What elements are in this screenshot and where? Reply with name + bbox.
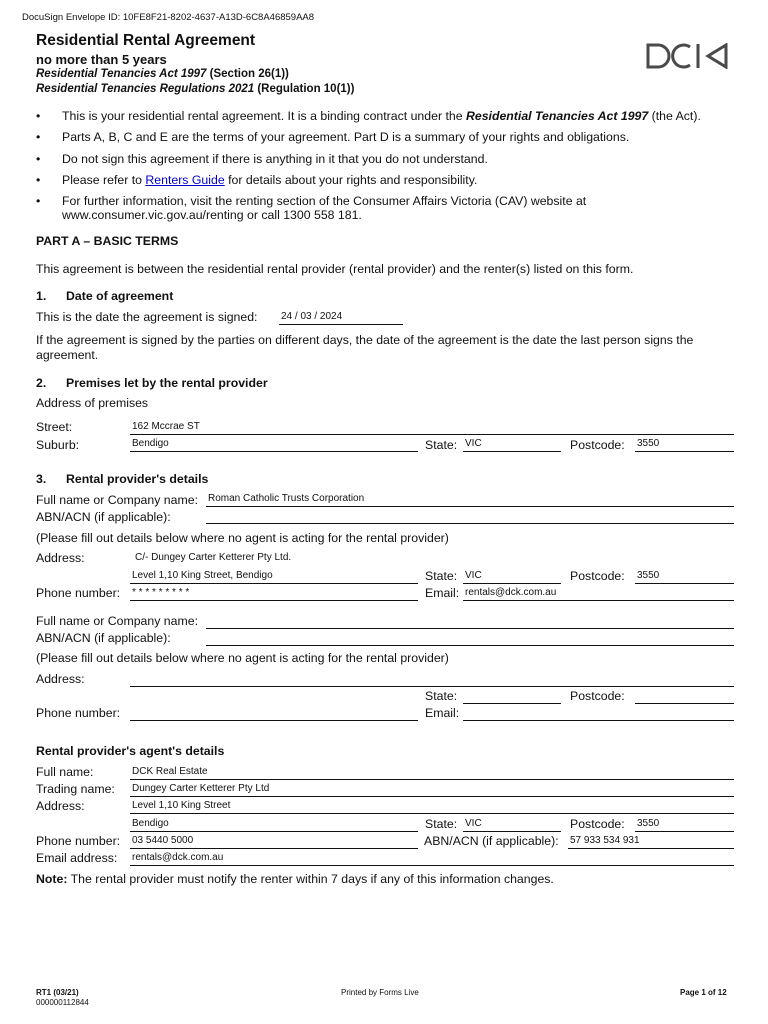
bullet-text: (the Act). — [648, 109, 701, 123]
section-1-number: 1. — [36, 289, 47, 303]
provider-1-postcode-value: 3550 — [637, 570, 660, 581]
agent-trading-field[interactable] — [130, 782, 734, 797]
provider-1-address-1-value: C/- Dungey Carter Ketterer Pty Ltd. — [135, 552, 292, 563]
list-item — [36, 173, 736, 187]
note-label: Note: — [36, 872, 68, 886]
agent-address-line-2[interactable] — [130, 817, 418, 832]
section-3-heading: Rental provider's details — [66, 472, 209, 486]
envelope-id: DocuSign Envelope ID: 10FE8F21-8202-4637-A13D-6C8A46859AA8 — [22, 12, 315, 23]
part-a-heading: PART A – BASIC TERMS — [36, 234, 179, 248]
suburb-label: Suburb: — [36, 438, 80, 452]
postcode-value: 3550 — [637, 438, 660, 449]
provider-1-email-value: rentals@dck.com.au — [465, 587, 557, 598]
agent-phone-label: Phone number: — [36, 834, 121, 848]
provider-2-phone-label: Phone number: — [36, 706, 121, 720]
provider-2-postcode-label: Postcode: — [570, 689, 625, 703]
document-title: Residential Rental Agreement — [36, 32, 256, 49]
provider-2-fullname-label: Full name or Company name: — [36, 614, 198, 628]
provider-1-address-2-value: Level 1,10 King Street, Bendigo — [132, 570, 273, 581]
renters-guide-link[interactable]: Renters Guide — [145, 172, 225, 187]
provider-1-please-note: (Please fill out details below where no agent is acting for the rental provider) — [36, 531, 449, 545]
agent-abn-label: ABN/ACN (if applicable): — [424, 834, 559, 848]
act-name-inline: Residential Tenancies Act 1997 — [465, 109, 649, 123]
state-value: VIC — [465, 438, 482, 449]
bullet-text: for details about your rights and responsibility. — [224, 172, 478, 187]
provider-2-state-field[interactable] — [463, 689, 561, 704]
list-item: • Parts A, B, C and E are the terms of your agreement. Part D is a summary of your rights and obligations. — [36, 130, 736, 144]
provider-1-email-label: Email: — [425, 586, 460, 600]
agent-postcode-label: Postcode: — [570, 817, 625, 831]
provider-2-postcode-field[interactable] — [635, 689, 734, 704]
agent-trading-label: Trading name: — [36, 782, 115, 796]
state-field[interactable] — [463, 437, 561, 452]
provider-2-phone-field[interactable] — [130, 706, 418, 721]
section-3-number: 3. — [36, 472, 47, 486]
agent-abn-field[interactable] — [568, 834, 734, 849]
section-1-heading: Date of agreement — [66, 289, 174, 303]
dck-logo — [646, 43, 728, 69]
provider-1-state-value: VIC — [465, 570, 482, 581]
act-name: Residential Tenancies Act 1997 — [36, 68, 207, 80]
date-field[interactable] — [279, 310, 403, 325]
agent-email-label: Email address: — [36, 851, 118, 865]
list-item: • For further information, visit the renting section of the Consumer Affairs Victoria (CAV) website at www.consumer.vic.gov.au/renting or call 1300 558 181. — [36, 194, 652, 222]
agent-fullname-field[interactable] — [130, 765, 734, 780]
agent-address-2-value: Bendigo — [132, 818, 169, 829]
regulation-section: (Regulation 10(1)) — [254, 83, 355, 95]
date-label: This is the date the agreement is signed: — [36, 310, 258, 324]
agent-address-label: Address: — [36, 799, 85, 813]
list-item: • Do not sign this agreement if there is anything in it that you do not understand. — [36, 152, 736, 166]
intro-bullet-list — [36, 109, 736, 229]
agent-state-value: VIC — [465, 818, 482, 829]
state-label: State: — [425, 438, 458, 452]
agent-address-1-value: Level 1,10 King Street — [132, 800, 231, 811]
agent-heading: Rental provider's agent's details — [36, 744, 225, 758]
provider-1-state-field[interactable] — [463, 569, 561, 584]
provider-2-fullname-field[interactable] — [206, 614, 734, 629]
provider-2-address-label: Address: — [36, 672, 85, 686]
provider-1-abn-label: ABN/ACN (if applicable): — [36, 510, 171, 524]
agent-abn-value: 57 933 534 931 — [570, 835, 640, 846]
provider-1-address-line-2[interactable] — [130, 569, 418, 584]
section-2-heading: Premises let by the rental provider — [66, 376, 268, 390]
street-label: Street: — [36, 420, 73, 434]
provider-1-fullname-value: Roman Catholic Trusts Corporation — [208, 493, 365, 504]
provider-1-postcode-field[interactable] — [635, 569, 734, 584]
agent-postcode-field[interactable] — [635, 817, 734, 832]
page-number: Page 1 of 12 — [680, 988, 727, 997]
provider-1-postcode-label: Postcode: — [570, 569, 625, 583]
section-2-number: 2. — [36, 376, 47, 390]
postcode-field[interactable] — [635, 437, 734, 452]
agent-state-label: State: — [425, 817, 458, 831]
provider-1-phone-field[interactable] — [130, 586, 418, 601]
provider-1-phone-value: * * * * * * * * * — [132, 587, 190, 598]
regulation-reference — [36, 83, 354, 95]
agent-email-value: rentals@dck.com.au — [132, 852, 224, 863]
form-number: 000000112844 — [36, 998, 89, 1007]
agent-state-field[interactable] — [463, 817, 561, 832]
provider-1-abn-field[interactable] — [206, 509, 734, 524]
provider-2-state-label: State: — [425, 689, 458, 703]
document-subtitle: no more than 5 years — [36, 52, 167, 67]
form-code: RT1 (03/21) — [36, 988, 79, 997]
act-reference — [36, 68, 289, 80]
list-item — [36, 109, 736, 123]
provider-1-fullname-field[interactable] — [206, 492, 734, 507]
street-value: 162 Mccrae ST — [132, 421, 200, 432]
provider-2-abn-field[interactable] — [206, 631, 734, 646]
provider-1-phone-label: Phone number: — [36, 586, 121, 600]
note-text: The rental provider must notify the renter within 7 days if any of this information changes. — [67, 872, 554, 886]
street-field[interactable] — [130, 420, 734, 435]
provider-2-address-line-2[interactable] — [130, 689, 418, 703]
agent-fullname-value: DCK Real Estate — [132, 766, 208, 777]
suburb-value: Bendigo — [132, 438, 169, 449]
provider-1-email-field[interactable] — [463, 586, 734, 601]
act-section: (Section 26(1)) — [206, 68, 289, 80]
provider-2-please-note: (Please fill out details below where no agent is acting for the rental provider) — [36, 651, 449, 665]
date-note: If the agreement is signed by the parties on different days, the date of the agreement is the date the last person signs the agreement. — [36, 333, 694, 362]
premises-address-label: Address of premises — [36, 396, 149, 410]
agent-address-line-1[interactable] — [130, 799, 734, 814]
agent-postcode-value: 3550 — [637, 818, 660, 829]
printed-by: Printed by Forms Live — [341, 988, 419, 997]
part-a-intro: This agreement is between the residential rental provider (rental provider) and the renter(s) listed on this form. — [36, 262, 634, 276]
provider-1-address-label: Address: — [36, 551, 85, 565]
suburb-field[interactable] — [130, 437, 418, 452]
bullet-text: Please refer to — [62, 172, 146, 187]
postcode-label: Postcode: — [570, 438, 625, 452]
provider-2-email-label: Email: — [425, 706, 460, 720]
provider-2-abn-label: ABN/ACN (if applicable): — [36, 631, 171, 645]
provider-1-fullname-label: Full name or Company name: — [36, 493, 198, 507]
regulation-name: Residential Tenancies Regulations 2021 — [36, 83, 255, 95]
agent-email-field[interactable] — [130, 851, 734, 866]
provider-2-email-field[interactable] — [463, 706, 734, 721]
agent-phone-field[interactable] — [130, 834, 418, 849]
provider-1-state-label: State: — [425, 569, 458, 583]
date-value: 24 / 03 / 2024 — [281, 311, 343, 322]
agent-trading-value: Dungey Carter Ketterer Pty Ltd — [132, 783, 270, 794]
provider-2-address-line-1[interactable] — [130, 672, 734, 687]
agent-phone-value: 03 5440 5000 — [132, 835, 194, 846]
agent-fullname-label: Full name: — [36, 765, 94, 779]
bullet-text: This is your residential rental agreement. It is a binding contract under the — [62, 109, 466, 123]
agent-change-note — [36, 872, 554, 886]
provider-1-address-line-1[interactable] — [130, 551, 734, 565]
